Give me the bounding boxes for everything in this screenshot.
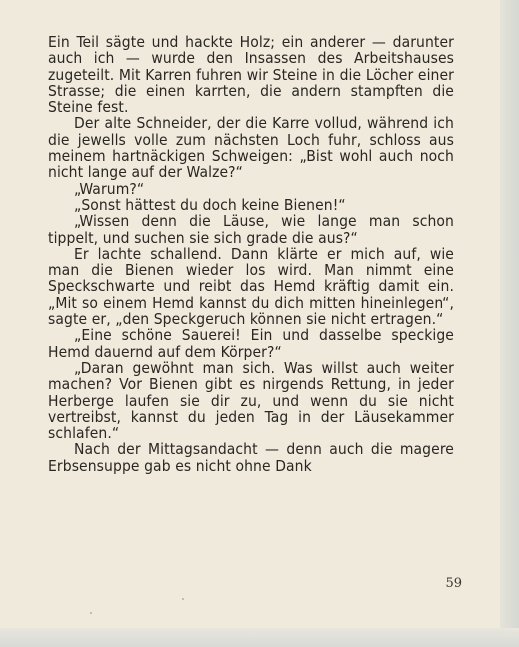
body-text <box>48 34 454 474</box>
paper-speck <box>90 612 92 614</box>
page-edge-shadow <box>500 0 519 647</box>
paragraph-2: Der alte Schneider, der die Karre vollud, während ich die jewells volle zum nächsten Loch fuhr, schloss aus meinem hartnäckigen Schweigen: „Bist wohl auch noch nicht lange auf der Walze?“ <box>48 114 454 182</box>
page-bottom-shadow <box>0 628 519 647</box>
paragraph-1: Ein Teil sägte und hackte Holz; ein anderer — darunter auch ich — wurde den Insassen des Arbeitshauses zugeteilt. Mit Karren fuhren wir Steine in die Löcher einer Strasse; die einen karrten, die andern stampften die Steine fest. <box>48 33 454 117</box>
paragraph-8: „Daran gewöhnt man sich. Was willst auch weiter machen? Vor Bienen gibt es nirgends Rettung, in jeder Herberge laufen sie dir zu, und wenn du sie nicht vertreibst, kannst du jeden Tag in der Läusekammer schlafen.“ <box>48 358 454 443</box>
paragraph-9: Nach der Mittagsandacht — denn auch die magere Erbsensuppe gab es nicht ohne Dank <box>48 440 454 475</box>
paragraph-7: „Eine schöne Sauerei! Ein und dasselbe speckige Hemd dauernd auf dem Körper?“ <box>48 326 454 361</box>
paragraph-3: „Warum?“ <box>74 179 145 198</box>
paragraph-5: „Wissen denn die Läuse, wie lange man schon tippelt, und suchen sie sich grade die aus?“ <box>48 212 454 247</box>
paragraph-4: „Sonst hättest du doch keine Bienen!“ <box>74 195 346 214</box>
paragraph-6: Er lachte schallend. Dann klärte er mich auf, wie man die Bienen wieder los wird. Man nimmt eine Speckschwarte und reibt das Hemd kräftig damit ein. „Mit so einem Hemd kannst du dich mitten hineinlegen“, sagte er, „den Speckgeruch können sie nicht ertragen.“ <box>48 244 454 329</box>
paper-speck <box>182 598 184 600</box>
page-number: 59 <box>445 576 462 591</box>
